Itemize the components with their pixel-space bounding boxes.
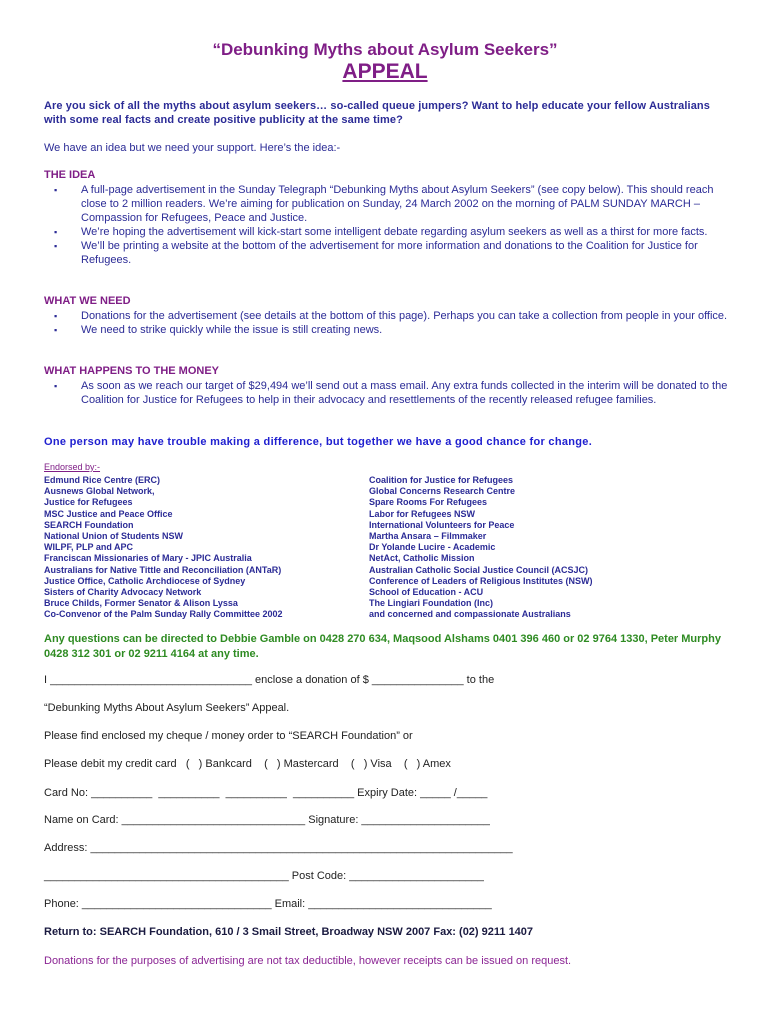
list-item: ▪ We’re hoping the advertisement will kick-start some intelligent debate regarding asylum seekers as well as a thirst for more facts. (54, 226, 708, 238)
credit-card-choice-line[interactable]: Please debit my credit card ( ) Bankcard ( ) Mastercard ( ) Visa ( ) Amex (44, 758, 451, 770)
bullet-icon: ▪ (54, 185, 58, 195)
endorser-item: Australians for Native Tittle and Reconciliation (ANTaR) (44, 564, 282, 575)
endorser-item: Justice for Refugees (44, 497, 133, 508)
endorser-item: School of Education - ACU (369, 587, 484, 598)
list-item: ▪ We need to strike quickly while the issue is still creating news. (54, 324, 383, 336)
address-line[interactable]: Address: _____________________________________________________________________ (44, 842, 513, 854)
endorsers-left-column (44, 475, 283, 621)
return-address: Return to: SEARCH Foundation, 610 / 3 Smail Street, Broadway NSW 2007 Fax: (02) 9211 1407 (44, 926, 534, 938)
section-heading-idea: THE IDEA (44, 169, 96, 181)
page-title: “Debunking Myths about Asylum Seekers” (212, 40, 558, 59)
endorser-item: Bruce Childs, Former Senator & Alison Lyssa (44, 598, 238, 609)
need-bullet-list (44, 309, 734, 337)
section-heading-money: WHAT HAPPENS TO THE MONEY (44, 365, 219, 377)
address-postcode-line[interactable]: ________________________________________ Post Code: ______________________ (44, 870, 484, 882)
endorser-item: SEARCH Foundation (44, 519, 134, 530)
phone-email-line[interactable]: Phone: _______________________________ Email: ______________________________ (44, 898, 492, 910)
name-signature-line[interactable]: Name on Card: ______________________________ Signature: _____________________ (44, 814, 490, 826)
endorser-item: and concerned and compassionate Australians (369, 609, 571, 620)
endorser-item: Spare Rooms For Refugees (369, 497, 488, 508)
endorser-item: Ausnews Global Network, (44, 486, 155, 497)
intro-paragraph: Are you sick of all the myths about asylum seekers… so-called queue jumpers? Want to help educate your fellow Australians with some real facts and create positive publicity at the same time? (44, 100, 710, 126)
endorser-item: MSC Justice and Peace Office (44, 508, 173, 519)
endorser-item: Justice Office, Catholic Archdiocese of Sydney (44, 575, 246, 586)
endorser-item: Martha Ansara – Filmmaker (369, 531, 487, 542)
money-bullet-list (44, 379, 734, 407)
endorser-item: Sisters of Charity Advocacy Network (44, 587, 202, 598)
endorser-item: WILPF, PLP and APC (44, 542, 134, 553)
endorser-item: Conference of Leaders of Religious Institutes (NSW) (369, 575, 593, 586)
endorser-item: The Lingiari Foundation (Inc) (369, 598, 493, 609)
endorser-item: Co-Convenor of the Palm Sunday Rally Committee 2002 (44, 609, 283, 620)
donation-line[interactable]: I _________________________________ enclose a donation of $ _______________ to the (44, 674, 495, 686)
support-line: We have an idea but we need your support. Here’s the idea:- (44, 142, 341, 154)
section-heading-need: WHAT WE NEED (44, 295, 131, 307)
appeal-line: “Debunking Myths About Asylum Seekers” Appeal. (44, 702, 290, 714)
endorser-item: Global Concerns Research Centre (369, 486, 516, 497)
endorser-item: Franciscan Missionaries of Mary - JPIC Australia (44, 553, 252, 564)
endorser-item: NetAct, Catholic Mission (369, 553, 475, 564)
idea-bullet-list (44, 183, 734, 267)
page-subtitle: APPEAL (342, 60, 428, 83)
highlight-statement: One person may have trouble making a difference, but together we have a good chance for change. (44, 436, 593, 448)
card-number-line[interactable]: Card No: __________ __________ __________ __________ Expiry Date: _____ /_____ (44, 787, 488, 799)
endorser-item: Edmund Rice Centre (ERC) (44, 475, 161, 485)
bullet-icon: ▪ (54, 227, 58, 237)
bullet-icon: ▪ (54, 325, 58, 335)
cheque-line: Please find enclosed my cheque / money order to “SEARCH Foundation” or (44, 730, 413, 742)
list-item: ▪ Donations for the advertisement (see details at the bottom of this page). Perhaps you can take a collection from people in your office. (54, 310, 728, 322)
list-item: ▪ A full-page advertisement in the Sunday Telegraph “Debunking Myths about Asylum Seekers” (see copy below). This should reach close to 2 million readers. We’re aiming for publication on Sunday, 24 March 2002 on the morning of PALM SUNDAY MARCH – Compassion for Refugees, Peace and Justice. (54, 184, 714, 224)
endorser-item: National Union of Students NSW (44, 531, 183, 542)
tax-footnote: Donations for the purposes of advertising are not tax deductible, however receipts can be issued on request. (44, 955, 572, 967)
bullet-icon: ▪ (54, 241, 58, 251)
endorser-item: Labor for Refugees NSW (369, 508, 476, 519)
endorser-item: International Volunteers for Peace (369, 519, 515, 530)
endorsers-right-column (369, 475, 593, 621)
endorser-item: Australian Catholic Social Justice Council (ACSJC) (369, 564, 589, 575)
questions-contact: Any questions can be directed to Debbie Gamble on 0428 270 634, Maqsood Alshams 0401 396 460 or 02 9764 1330, Peter Murphy 0428 312 301 or 02 9211 4164 at any time. (44, 633, 721, 660)
endorser-item: Dr Yolande Lucire - Academic (369, 542, 496, 553)
bullet-icon: ▪ (54, 381, 58, 391)
endorser-item: Coalition for Justice for Refugees (369, 475, 514, 485)
endorsed-label: Endorsed by:- (44, 462, 101, 472)
list-item: ▪ As soon as we reach our target of $29,494 we’ll send out a mass email. Any extra funds collected in the interim will be donated to the Coalition for Justice for Refugees to help in their advocacy and resettlements of the recently released refugee families. (54, 380, 728, 406)
bullet-icon: ▪ (54, 311, 58, 321)
list-item: ▪ We’ll be printing a website at the bottom of the advertisement for more information and donations to the Coalition for Justice for Refugees. (54, 240, 698, 266)
